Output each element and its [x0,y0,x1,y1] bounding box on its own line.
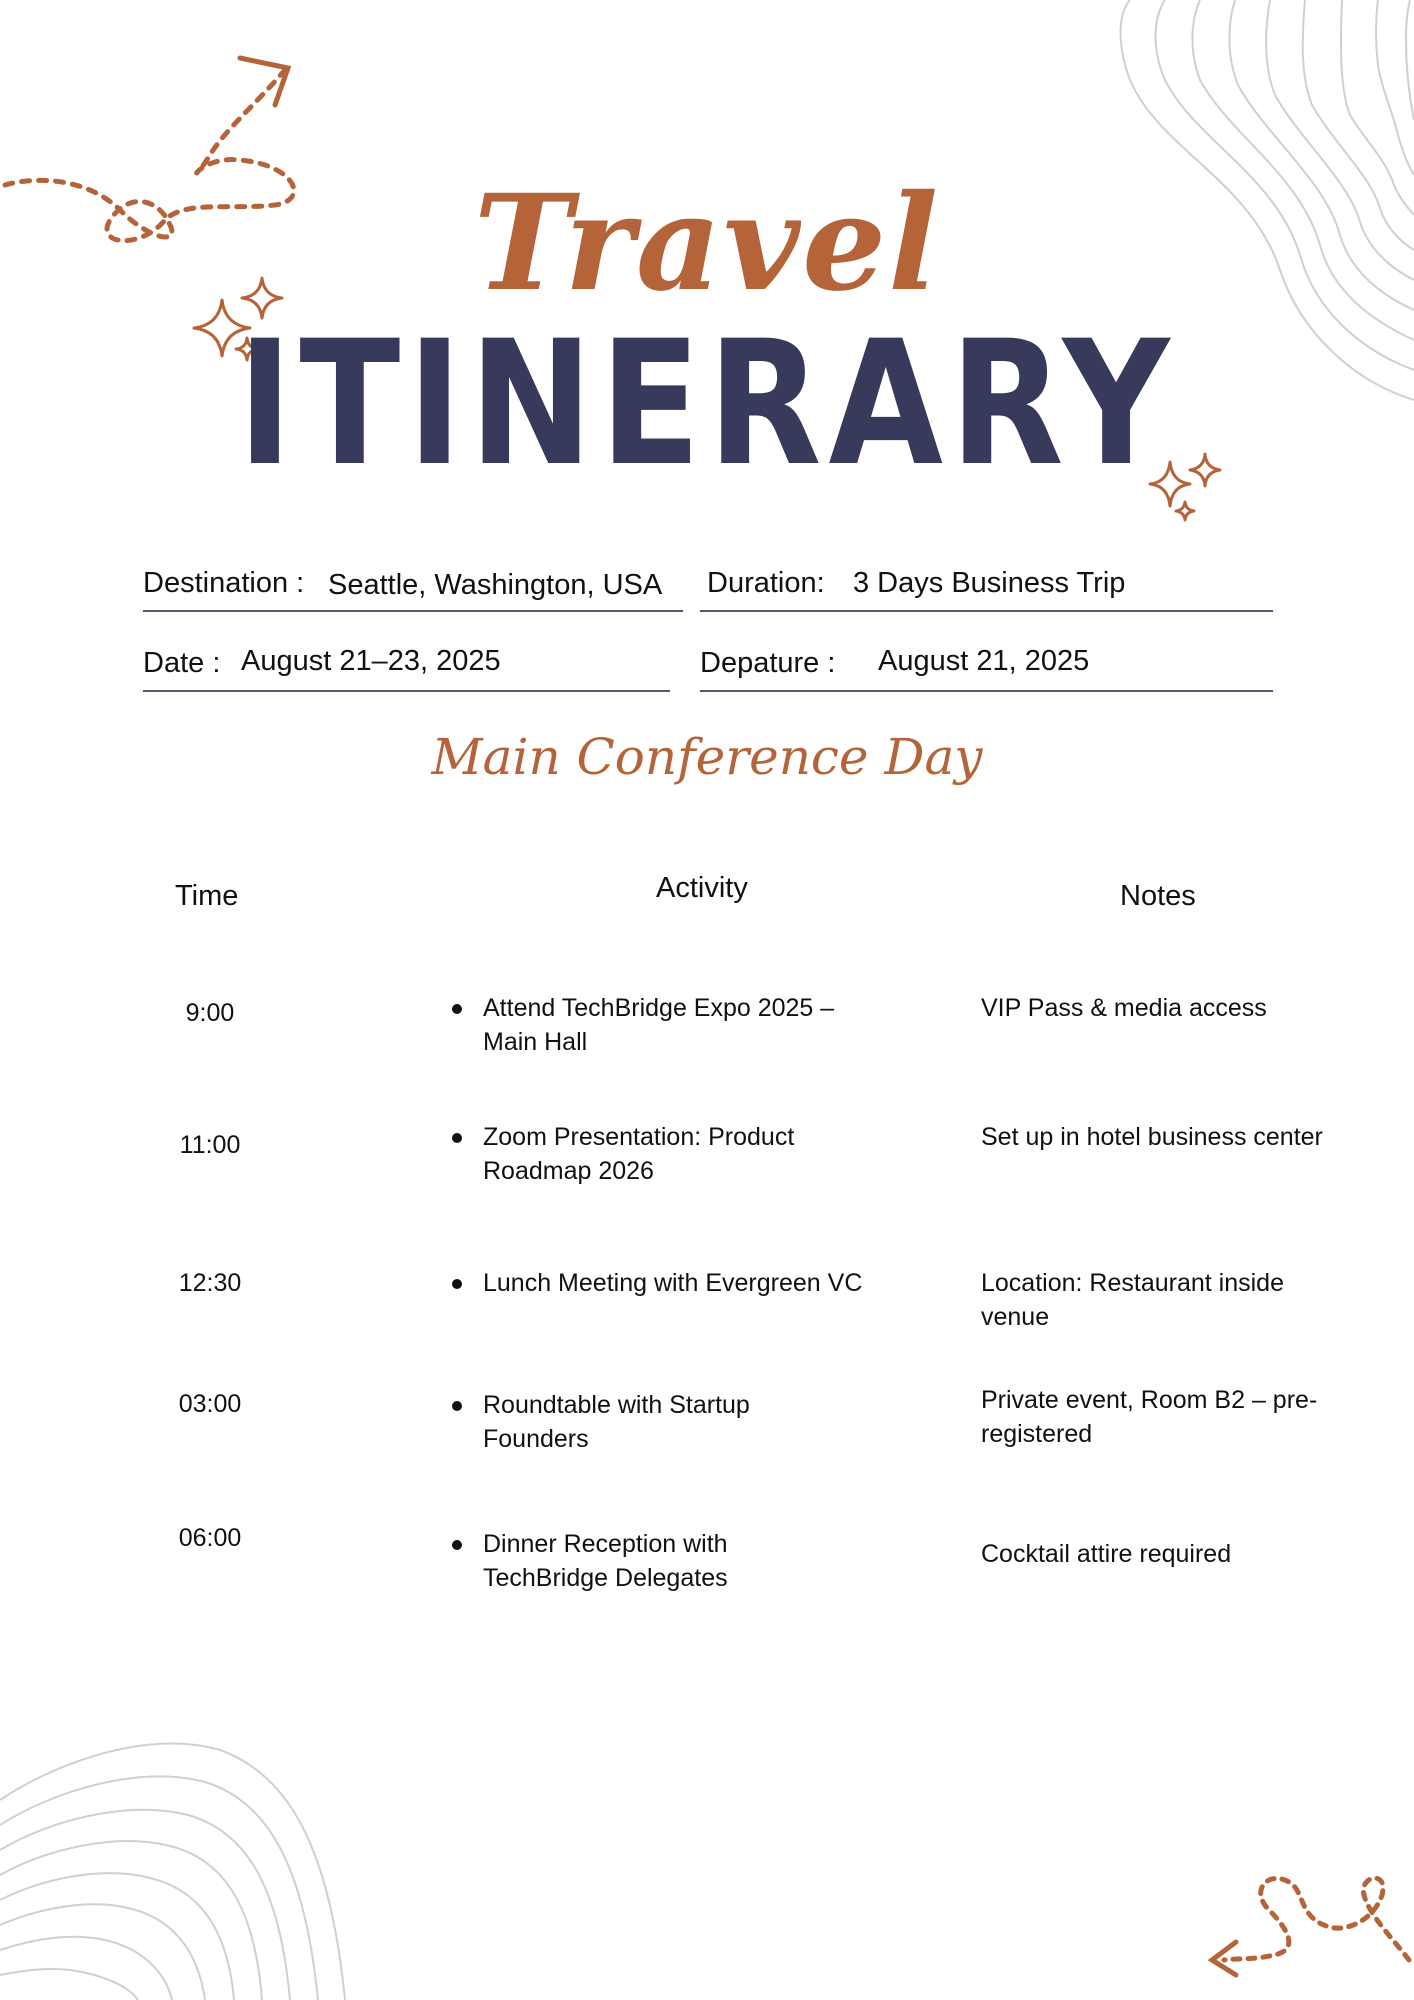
duration-value: 3 Days Business Trip [853,567,1126,599]
row-activity: Dinner Reception with TechBridge Delegates [483,1530,728,1592]
bullet-icon [452,1004,462,1014]
row-time: 9:00 [185,999,235,1027]
dotted-arrow-path-bottom-right [1204,1870,1414,1980]
title-travel: Travel [473,166,941,321]
section-title: Main Conference Day [431,728,983,786]
bullet-icon [452,1279,462,1289]
title-itinerary: ITINERARY [237,303,1177,504]
departure-value: August 21, 2025 [878,645,1090,677]
date-label: Date : [143,647,221,679]
row-note: Set up in hotel business center [981,1123,1323,1151]
departure-label: Depature : [700,647,836,679]
duration-label: Duration: [707,567,825,599]
bullet-icon [452,1401,462,1411]
row-time: 12:30 [178,1269,242,1297]
header-notes: Notes [1120,880,1196,912]
row-activity: Lunch Meeting with Evergreen VC [483,1269,863,1297]
row-activity: Zoom Presentation: Product Roadmap 2026 [483,1123,795,1185]
row-time: 06:00 [178,1524,242,1552]
row-time: 11:00 [179,1131,241,1159]
row-note: VIP Pass & media access [981,994,1267,1022]
date-value: August 21–23, 2025 [241,645,501,677]
destination-label: Destination : [143,567,305,599]
header-time: Time [175,880,239,912]
date-field [143,642,670,692]
row-note: Location: Restaurant inside venue [981,1269,1284,1331]
departure-field [700,642,1273,692]
row-note: Private event, Room B2 – pre- registered [981,1386,1318,1448]
destination-value: Seattle, Washington, USA [328,569,663,601]
row-note: Cocktail attire required [981,1540,1232,1568]
duration-field [700,562,1273,612]
header-activity: Activity [656,872,748,904]
bullet-icon [452,1133,462,1143]
contour-lines-bottom-left [0,1720,360,2000]
row-activity: Roundtable with Startup Founders [483,1391,750,1453]
row-activity: Attend TechBridge Expo 2025 – Main Hall [483,994,835,1056]
destination-field [143,562,683,612]
bullet-icon [452,1540,462,1550]
row-time: 03:00 [178,1390,242,1418]
